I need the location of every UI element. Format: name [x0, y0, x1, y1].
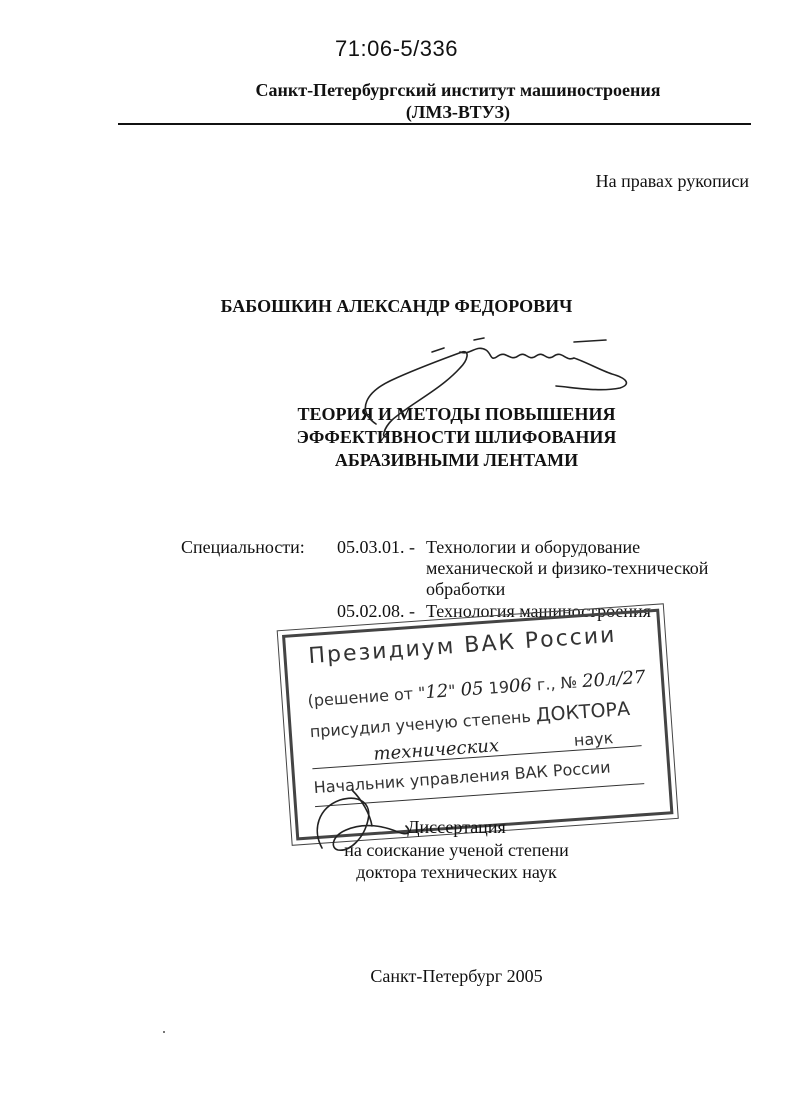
title-line-3: АБРАЗИВНЫМИ ЛЕНТАМИ — [334, 450, 579, 470]
stamp-day: 12 — [424, 680, 450, 704]
stamp-awarded-text: присудил ученую степень — [309, 706, 532, 742]
place-and-year: Санкт-Петербург 2005 — [370, 966, 543, 986]
manuscript-rights-note: На правах рукописи — [595, 171, 749, 191]
title-line-1: ТЕОРИЯ И МЕТОДЫ ПОВЫШЕНИЯ — [297, 404, 616, 424]
dissertation-line-3: доктора технических наук — [356, 862, 557, 882]
dissertation-title — [0, 403, 793, 472]
stamp-title: Президиум ВАК России — [307, 622, 618, 670]
author-name: БАБОШКИН АЛЕКСАНДР ФЕДОРОВИЧ — [220, 296, 573, 316]
stamp-year-prefix: 19 — [487, 677, 510, 698]
title-line-2: ЭФФЕКТИВНОСТИ ШЛИФОВАНИЯ — [296, 427, 617, 447]
stamp-field-suffix: наук — [573, 728, 614, 750]
specialty-2-line-1: Технология машиностроения — [426, 601, 651, 621]
specialty-1-line-3: обработки — [426, 579, 506, 599]
dissertation-line-1: Диссертация — [407, 817, 506, 837]
stamp-footer: Начальник управления ВАК России — [313, 757, 612, 798]
header-divider — [118, 123, 751, 125]
stamp-number-label: г., № — [536, 672, 578, 695]
specialty-1-line-2: механической и физико-технической — [426, 558, 709, 578]
stamp-degree: ДОКТОРА — [535, 697, 631, 727]
stamp-month: 05 — [459, 678, 485, 701]
dissertation-line-2: на соискание ученой степени — [344, 840, 569, 860]
vak-approval-stamp — [282, 609, 673, 841]
specialty-description-1 — [426, 537, 708, 600]
institution-abbreviation: (ЛМЗ-ВТУЗ) — [405, 102, 511, 122]
institution-name: Санкт-Петербургский институт машиностроения — [255, 80, 661, 100]
specialty-code-2: 05.02.08. - — [337, 601, 415, 621]
stamp-number: 20л/27 — [581, 666, 647, 693]
stamp-year: 06 — [508, 674, 533, 698]
scan-speck — [163, 1031, 165, 1033]
stamp-field-handwritten: технических — [372, 735, 500, 765]
stamp-quote: " — [447, 681, 457, 701]
stamp-decision-prefix: (решение от " — [306, 683, 427, 711]
catalog-number: 71:06-5/336 — [335, 36, 458, 61]
specialty-code-1: 05.03.01. - — [337, 537, 415, 557]
specialties-label: Специальности: — [181, 537, 305, 557]
specialty-1-line-1: Технологии и оборудование — [426, 537, 641, 557]
